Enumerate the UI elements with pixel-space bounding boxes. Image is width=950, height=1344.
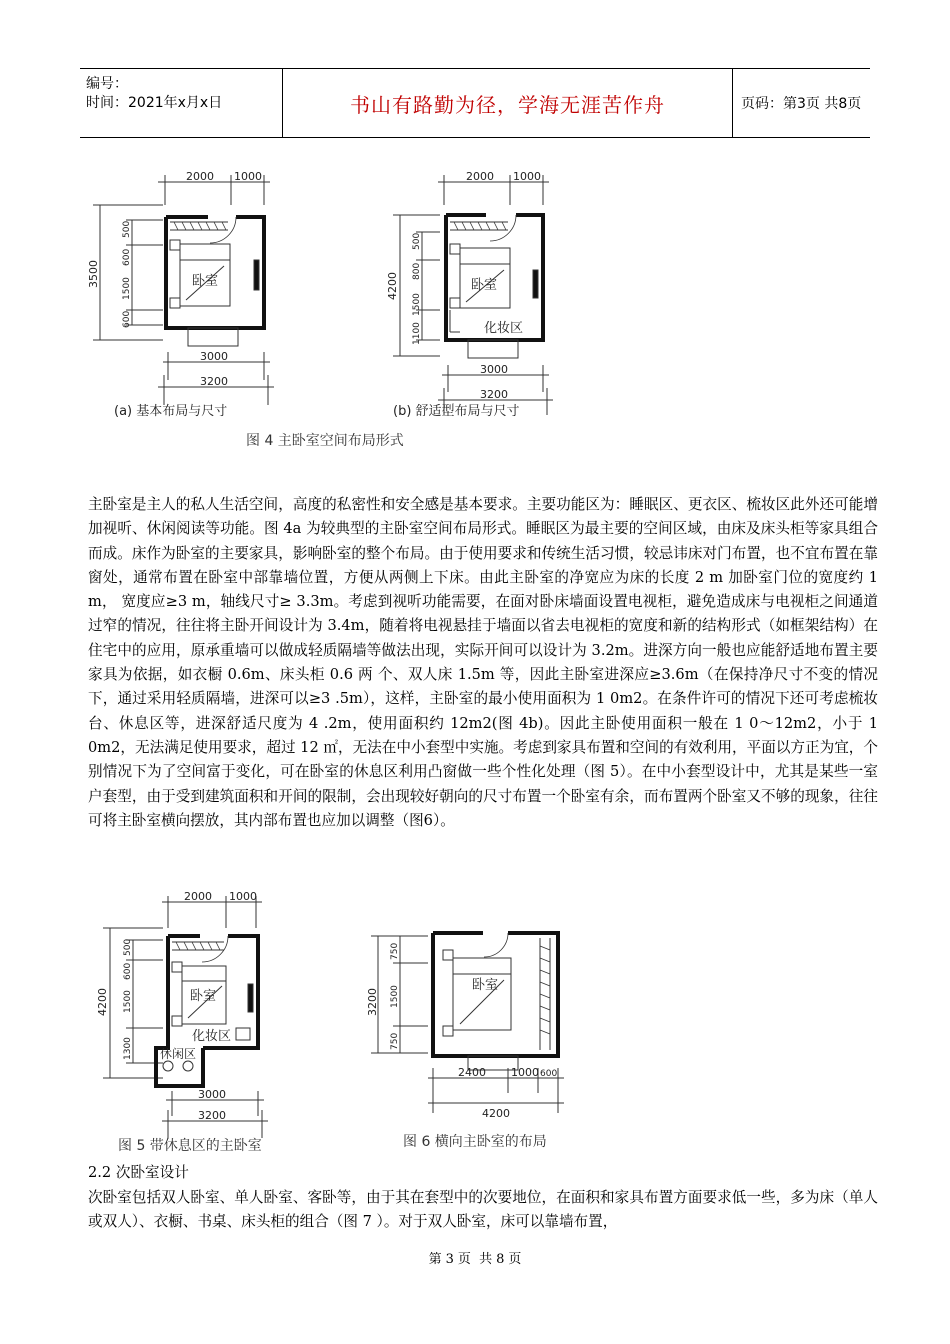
fig4b-top-dim-1: 2000 [466, 170, 494, 183]
fig4a-left-dim-1: 500 [122, 220, 132, 238]
fig5-bottom-dim-2: 3200 [198, 1109, 226, 1122]
fig4b-top-dim-2: 1000 [513, 170, 541, 183]
fig4b-left-dim-1: 500 [412, 232, 422, 250]
footer-current-page: 3 [445, 1252, 454, 1267]
date-label: 时间：2021年x月x日 [86, 95, 223, 111]
header-page-label: 页码：第3页 共8页 [741, 96, 862, 112]
paragraph-master-bedroom: 主卧室是主人的私人生活空间，高度的私密性和安全感是基本要求。主要功能区为：睡眠区、更衣区、梳妆区此外还可能增加视听、休闲阅读等功能。图 4a 为较典型的主卧室空间布局形式。睡眠区为最主要的空间区域，由床及床头柜等家具组合而成。床作为卧室的主要家具，影响卧室的整个布局。由于使用要求和传统生活习惯，较忌讳床对门布置，也不宜布置在靠窗处，通常布置在卧室中部靠墙位置，方便从两侧上下床。由此主卧室的净宽应为床的长度 2 m 加卧室门位的宽度约 1 m， 宽度应≥3 m，轴线尺寸≥ 3.3m。考虑到视听功能需要，在面对卧床墙面设置电视柜，避免造成床与电视柜之间通道过窄的情况，往往将主卧开间设计为 3.4m，随着将电视悬挂于墙面以省去电视柜的宽度和新的结构形式（如框架结构）在住宅中的应用，原承重墙可以做成轻质隔墙等做法出现，实际开间可以设计为 3.2m。进深方向一般也应能舒适地布置主要家具为依据，如衣橱 0.6m、床头柜 0.6 两 个、双人床 1.5m 等，因此主卧室进深应≥3.6m（在保持净尺寸不变的情况下，通过采用轻质隔墙，进深可以≥3 .5m），这样，主卧室的最小使用面积为 1 0m2。在条件许可的情况下还可考虑梳妆台、休息区等，进深舒适尺度为 4 .2m，使用面积约 12m2(图 4b)。因此主卧使用面积一般在 1 0～12m2，小于 1 0m2，无法满足使用要求，超过 12 ㎡，无法在中小套型中实施。考虑到家具布置和空间的有效利用，平面以方正为宜，个别情况下为了空间富于变化，可在卧室的休息区利用凸窗做一些个性化处理（图 5）。在中小套型设计中，尤其是某些一室户套型，由于受到建筑面积和开间的限制，会出现较好朝向的尺寸布置一个卧室有余，而布置两个卧室又不够的现象，往往可将主卧室横向摆放，其内部布置也应加以调整（图6）。 [88, 496, 878, 829]
fig5-top-dim-2: 1000 [229, 890, 257, 903]
fig5-top-dim-1: 2000 [184, 890, 212, 903]
fig5-left-dim-1: 500 [123, 938, 133, 956]
fig4a-left-dim-4: 600 [122, 310, 132, 328]
header-motto: 书山有路勤为径，学海无涯苦作舟 [282, 69, 733, 137]
fig4b-left-dim-4: 1100 [412, 322, 422, 345]
fig4a-left-dim-3: 1500 [122, 277, 132, 300]
figure-5-caption: 图 5 带休息区的主卧室 [118, 1138, 262, 1154]
figure-4-caption: 图 4 主卧室空间布局形式 [246, 433, 404, 449]
fig6-left-dim-2: 1500 [390, 985, 400, 1008]
fig4a-subcaption: (a) 基本布局与尺寸 [114, 404, 228, 419]
fig6-bottom-total: 4200 [482, 1107, 510, 1120]
figure-4 [88, 160, 588, 464]
fig4b-left-dim-3: 1500 [412, 293, 422, 316]
footer-total-pages: 8 [496, 1252, 505, 1267]
fig4a-left-dim-2: 600 [122, 248, 132, 266]
fig5-room-label: 卧室 [190, 989, 217, 1004]
footer-part: 页 [457, 1252, 471, 1267]
section-heading: 2.2 次卧室设计 [88, 1164, 189, 1181]
figures-5-6-drawing [88, 888, 608, 1160]
figure-6-caption: 图 6 横向主卧室的布局 [403, 1134, 547, 1150]
fig5-left-dim-2: 600 [123, 962, 133, 980]
fig4b-left-total: 4200 [386, 272, 399, 300]
fig5-left-dim-3: 1500 [123, 990, 133, 1013]
fig4a-bottom-dim-1: 3000 [200, 350, 228, 363]
footer-part: 页 [508, 1252, 522, 1267]
fig4a-top-dim-1: 2000 [186, 170, 214, 183]
fig4b-bottom-dim-1: 3000 [480, 363, 508, 376]
fig6-left-total: 3200 [366, 988, 379, 1016]
fig4b-zone-label: 化妆区 [484, 321, 524, 336]
fig4b-left-dim-2: 800 [412, 262, 422, 280]
fig4a-bottom-dim-2: 3200 [200, 375, 228, 388]
page-footer [0, 1248, 950, 1267]
fig6-room-label: 卧室 [472, 978, 499, 993]
page-header [80, 68, 870, 138]
fig5-zone2-label: 休闲区 [160, 1047, 197, 1061]
fig6-left-dim-1: 750 [390, 942, 400, 960]
serial-label: 编号： [86, 76, 128, 92]
fig4a-top-dim-2: 1000 [234, 170, 262, 183]
fig4b-bottom-dim-2: 3200 [480, 388, 508, 401]
fig4b-subcaption: (b) 舒适型布局与尺寸 [393, 404, 520, 419]
figure-4-drawing [88, 160, 588, 460]
fig4b-room-label: 卧室 [471, 278, 498, 293]
header-left-cell [80, 69, 282, 137]
fig6-bottom-dim-3: 600 [540, 1069, 558, 1079]
fig5-left-dim-4: 1300 [123, 1037, 133, 1060]
paragraph-secondary-bedroom: 次卧室包括双人卧室、单人卧室、客卧等，由于其在套型中的次要地位，在面积和家具布置方面要求低一些，多为床（单人或双人）、衣橱、书桌、床头柜的组合（图 7 ）。对于双人卧室，床可以靠墙布置， [88, 1189, 878, 1231]
figures-5-6 [88, 888, 608, 1164]
footer-part: 第 [428, 1252, 442, 1267]
fig6-bottom-dim-1: 2400 [458, 1066, 486, 1079]
footer-part: 共 [479, 1252, 493, 1267]
fig4a-left-total: 3500 [88, 260, 100, 288]
fig5-bottom-dim-1: 3000 [198, 1088, 226, 1101]
fig4a-room-label: 卧室 [192, 274, 219, 289]
fig5-left-total: 4200 [96, 988, 109, 1016]
fig6-left-dim-3: 750 [390, 1032, 400, 1050]
fig6-bottom-dim-2: 1000 [511, 1066, 539, 1079]
fig5-zone1-label: 化妆区 [192, 1029, 232, 1044]
